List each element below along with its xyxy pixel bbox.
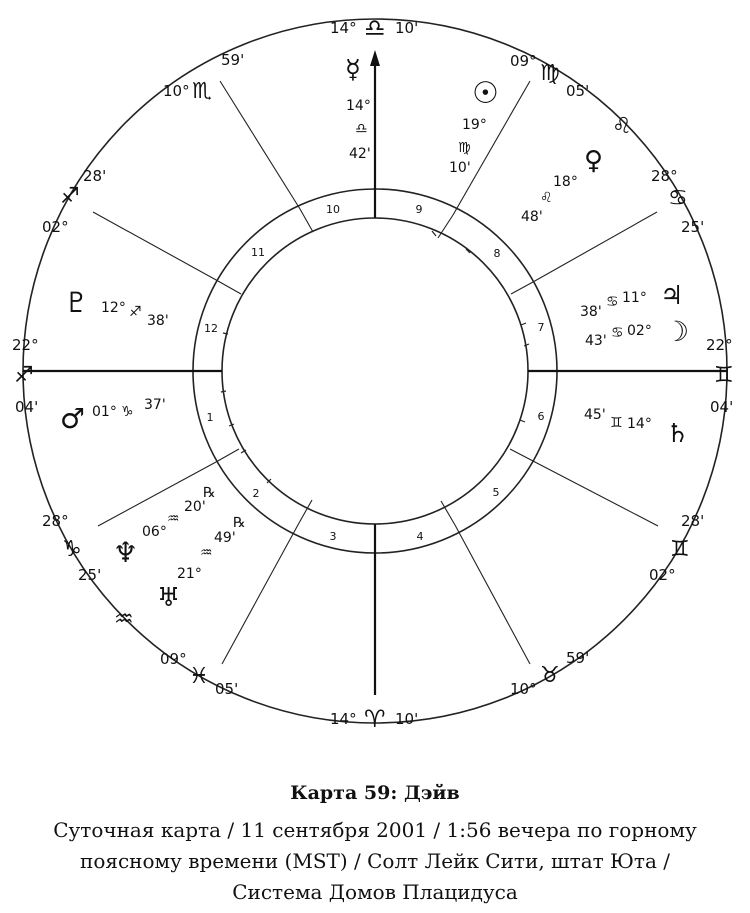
- aries-sign: ♈: [364, 705, 386, 733]
- ic-minutes: 10': [395, 710, 419, 728]
- mars-degree: 01°: [92, 404, 117, 420]
- cusp-12-minutes: 28': [83, 167, 107, 185]
- neptune-minutes: 20': [184, 499, 206, 515]
- uranus-retrograde: ℞: [233, 515, 246, 531]
- pluto-sign: ♐: [129, 304, 142, 320]
- mercury-degree: 14°: [346, 98, 371, 114]
- midheaven-arrow: [370, 50, 380, 66]
- house-number-1: 1: [206, 411, 214, 424]
- taurus-sign: ♉: [540, 663, 560, 688]
- cusp-2-minutes: 25': [78, 566, 102, 584]
- venus-icon: ♀: [584, 146, 604, 176]
- sun-icon: ☉: [472, 76, 499, 111]
- cusp-5-minutes: 59': [566, 649, 590, 667]
- pluto-degree: 12°: [101, 300, 126, 316]
- scorpio-sign: ♏: [192, 79, 212, 104]
- chart-caption-title: Карта 59: Дэйв: [290, 782, 460, 804]
- ascendant-degree: 22°: [12, 336, 39, 354]
- house-numbers: [204, 203, 545, 543]
- cusp-line-6: [533, 461, 658, 526]
- sun-minutes: 10': [449, 160, 471, 176]
- cusp-11-minutes: 59': [221, 51, 245, 69]
- planet-moon: [585, 315, 689, 349]
- uranus-minutes: 49': [214, 530, 236, 546]
- cusp-9-degree: 09°: [510, 52, 537, 70]
- cusp-line-11: [220, 81, 300, 209]
- pisces-sign: ♓: [189, 664, 209, 689]
- sun-sign: ♍: [458, 140, 471, 156]
- pluto-minutes: 38': [147, 313, 169, 329]
- cusp-6-minutes: 28': [681, 512, 705, 530]
- house-number-8: 8: [493, 247, 501, 260]
- chart-caption-line-1: Суточная карта / 11 сентября 2001 / 1:56 вечера по горному: [53, 818, 697, 842]
- house-number-10: 10: [326, 203, 340, 216]
- descendant-degree: 22°: [706, 336, 733, 354]
- chart-angles: [23, 50, 727, 695]
- cusp-8-minutes: 25': [681, 218, 705, 236]
- ic-degree: 14°: [330, 710, 357, 728]
- house-number-7: 7: [537, 321, 545, 334]
- cusp-5-degree: 10°: [510, 680, 537, 698]
- cancer-sign: ♋: [668, 186, 688, 211]
- gemini-sign-dsc: ♊: [714, 363, 734, 388]
- mars-minutes: 37': [144, 397, 166, 413]
- house-number-6: 6: [537, 410, 545, 423]
- neptune-degree: 06°: [142, 524, 167, 540]
- jupiter-icon: ♃: [660, 281, 684, 311]
- jupiter-sign: ♋: [606, 294, 619, 310]
- ascendant-minutes: 04': [15, 398, 39, 416]
- cusp-12-degree: 02°: [42, 218, 69, 236]
- sun-degree: 19°: [462, 117, 487, 133]
- moon-degree: 02°: [627, 323, 652, 339]
- chart-caption-line-2: поясному времени (MST) / Солт Лейк Сити, штат Юта /: [79, 849, 670, 873]
- planet-saturn: [584, 407, 689, 449]
- cusp-labels: [12, 14, 734, 733]
- planet-sun: [449, 76, 499, 176]
- moon-icon: ☽: [664, 315, 690, 348]
- neptune-icon: ♆: [113, 536, 139, 569]
- mars-icon: ♂: [60, 402, 86, 435]
- mercury-minutes: 42': [349, 146, 371, 162]
- neptune-sign: ♒: [167, 511, 180, 527]
- virgo-sign: ♍: [540, 61, 560, 86]
- venus-degree: 18°: [553, 174, 578, 190]
- house-number-5: 5: [492, 486, 500, 499]
- planet-ticks: [221, 231, 529, 483]
- moon-minutes: 43': [585, 333, 607, 349]
- jupiter-degree: 11°: [622, 290, 647, 306]
- uranus-icon: ♅: [157, 583, 181, 613]
- planet-mars: [60, 397, 166, 435]
- moon-sign: ♋: [611, 325, 624, 341]
- saturn-sign: ♊: [610, 415, 623, 431]
- cusp-11-degree: 10°: [163, 82, 190, 100]
- neptune-retrograde: ℞: [203, 485, 216, 501]
- house-ring-outer: [193, 189, 557, 553]
- cusp-6-degree: 02°: [649, 566, 676, 584]
- saturn-minutes: 45': [584, 407, 606, 423]
- capricorn-sign: ♑: [62, 537, 82, 562]
- chart-caption-line-3: Система Домов Плацидуса: [232, 880, 518, 904]
- uranus-degree: 21°: [177, 566, 202, 582]
- cusp-line-2: [98, 462, 216, 526]
- mars-sign: ♑: [121, 404, 134, 420]
- house-number-3: 3: [329, 530, 337, 543]
- house-ring-inner: [222, 218, 528, 524]
- venus-sign: ♌: [540, 190, 553, 206]
- libra-sign: ♎: [364, 14, 386, 42]
- mercury-sign: ♎: [355, 121, 368, 137]
- aquarius-sign-intercepted: ♒: [114, 607, 134, 632]
- house-number-12: 12: [204, 322, 218, 335]
- uranus-sign: ♒: [200, 545, 213, 561]
- cusp-3-minutes: 05': [215, 680, 239, 698]
- house-number-11: 11: [251, 246, 265, 259]
- pluto-icon: ♇: [64, 286, 90, 319]
- cusp-line-8: [533, 212, 657, 282]
- saturn-icon: ♄: [666, 419, 690, 449]
- gemini-sign-c6: ♊: [670, 537, 690, 562]
- sagittarius-sign-asc: ♐: [14, 363, 34, 388]
- cusp-line-5: [455, 525, 530, 664]
- house-number-2: 2: [252, 487, 260, 500]
- venus-minutes: 48': [521, 209, 543, 225]
- mercury-icon: ☿: [345, 55, 361, 85]
- house-number-9: 9: [415, 203, 423, 216]
- cusp-9-minutes: 05': [566, 82, 590, 100]
- planet-uranus: [157, 515, 246, 613]
- cusp-mc-minutes: 10': [395, 19, 419, 37]
- leo-sign-intercepted: ♌: [612, 114, 632, 139]
- saturn-degree: 14°: [627, 416, 652, 432]
- planet-mercury: [345, 55, 371, 162]
- sagittarius-sign-c12: ♐: [60, 184, 80, 209]
- cusp-mc-degree: 14°: [330, 19, 357, 37]
- cusp-3-degree: 09°: [160, 650, 187, 668]
- planet-venus: [521, 146, 603, 225]
- cusp-2-degree: 28°: [42, 512, 69, 530]
- planet-pluto: [64, 286, 169, 329]
- house-number-4: 4: [416, 530, 424, 543]
- cusp-line-12: [93, 212, 218, 281]
- cusp-8-degree: 28°: [651, 167, 678, 185]
- descendant-minutes: 04': [710, 398, 734, 416]
- jupiter-minutes: 38': [580, 304, 602, 320]
